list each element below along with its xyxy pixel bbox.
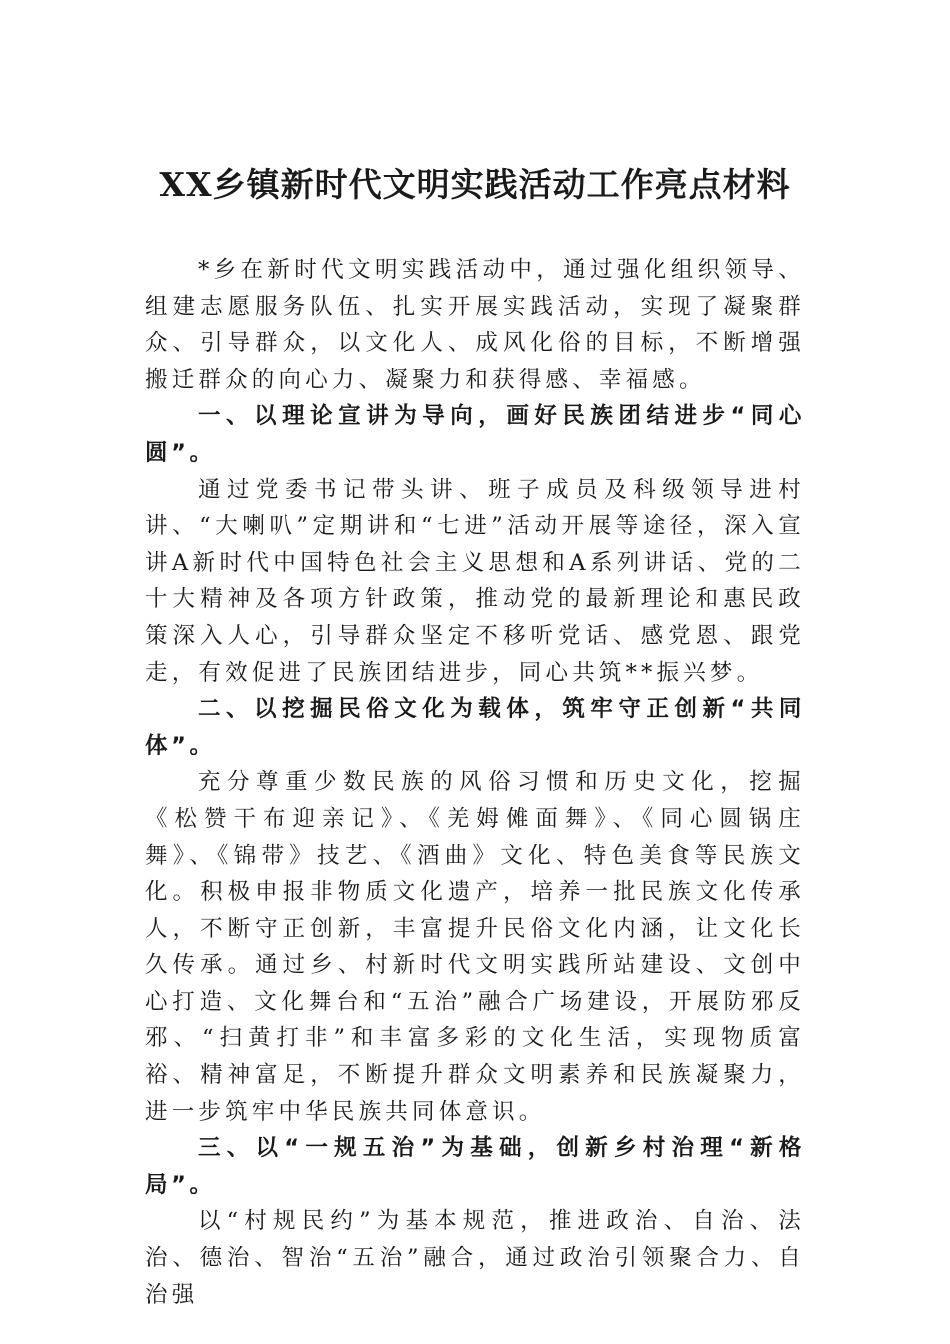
section-3-body: 以“村规民约”为基本规范，推进政治、自治、法治、德治、智治“五治”融合，通过政治引领聚合力、自治强 xyxy=(145,1208,805,1308)
section-2-body: 充分尊重少数民族的风俗习惯和历史文化，挖掘《松赞干布迎亲记》、《羌姆傩面舞》、《同心圆锅庄舞》、《锦带》技艺、《酒曲》文化、特色美食等民族文化。积极申报非物质文化遗产，培养一批民族文化传承人，不断守正创新，丰富提升民俗文化内涵，让文化长久传承。通过乡、村新时代文明实践所站建设、文创中心打造、文化舞台和“五治”融合广场建设，开展防邪反邪、“扫黄打非”和丰富多彩的文化生活，实现物质富裕、精神富足，不断提升群众文明素养和民族凝聚力，进一步筑牢中华民族共同体意识。 xyxy=(145,769,805,1125)
document-title: XX乡镇新时代文明实践活动工作亮点材料 xyxy=(159,165,791,204)
document-body xyxy=(145,252,805,1313)
section-1-heading: 一、以理论宣讲为导向，画好民族团结进步“同心圆”。 xyxy=(145,403,805,466)
section-2-heading: 二、以挖掘民俗文化为载体，筑牢守正创新“共同体”。 xyxy=(145,696,805,759)
section-3-heading: 三、以“一规五治”为基础，创新乡村治理“新格局”。 xyxy=(145,1135,805,1198)
intro-paragraph: *乡在新时代文明实践活动中，通过强化组织领导、组建志愿服务队伍、扎实开展实践活动，实现了凝聚群众、引导群众，以文化人、成风化俗的目标，不断增强搬迁群众的向心力、凝聚力和获得感、幸福感。 xyxy=(145,257,805,393)
section-1-body: 通过党委书记带头讲、班子成员及科级领导进村讲、“大喇叭”定期讲和“七进”活动开展等途径，深入宣讲A新时代中国特色社会主义思想和A系列讲话、党的二十大精神及各项方针政策，推动党的最新理论和惠民政策深入人心，引导群众坚定不移听党话、感党恩、跟党走，有效促进了民族团结进步，同心共筑**振兴梦。 xyxy=(145,476,805,686)
